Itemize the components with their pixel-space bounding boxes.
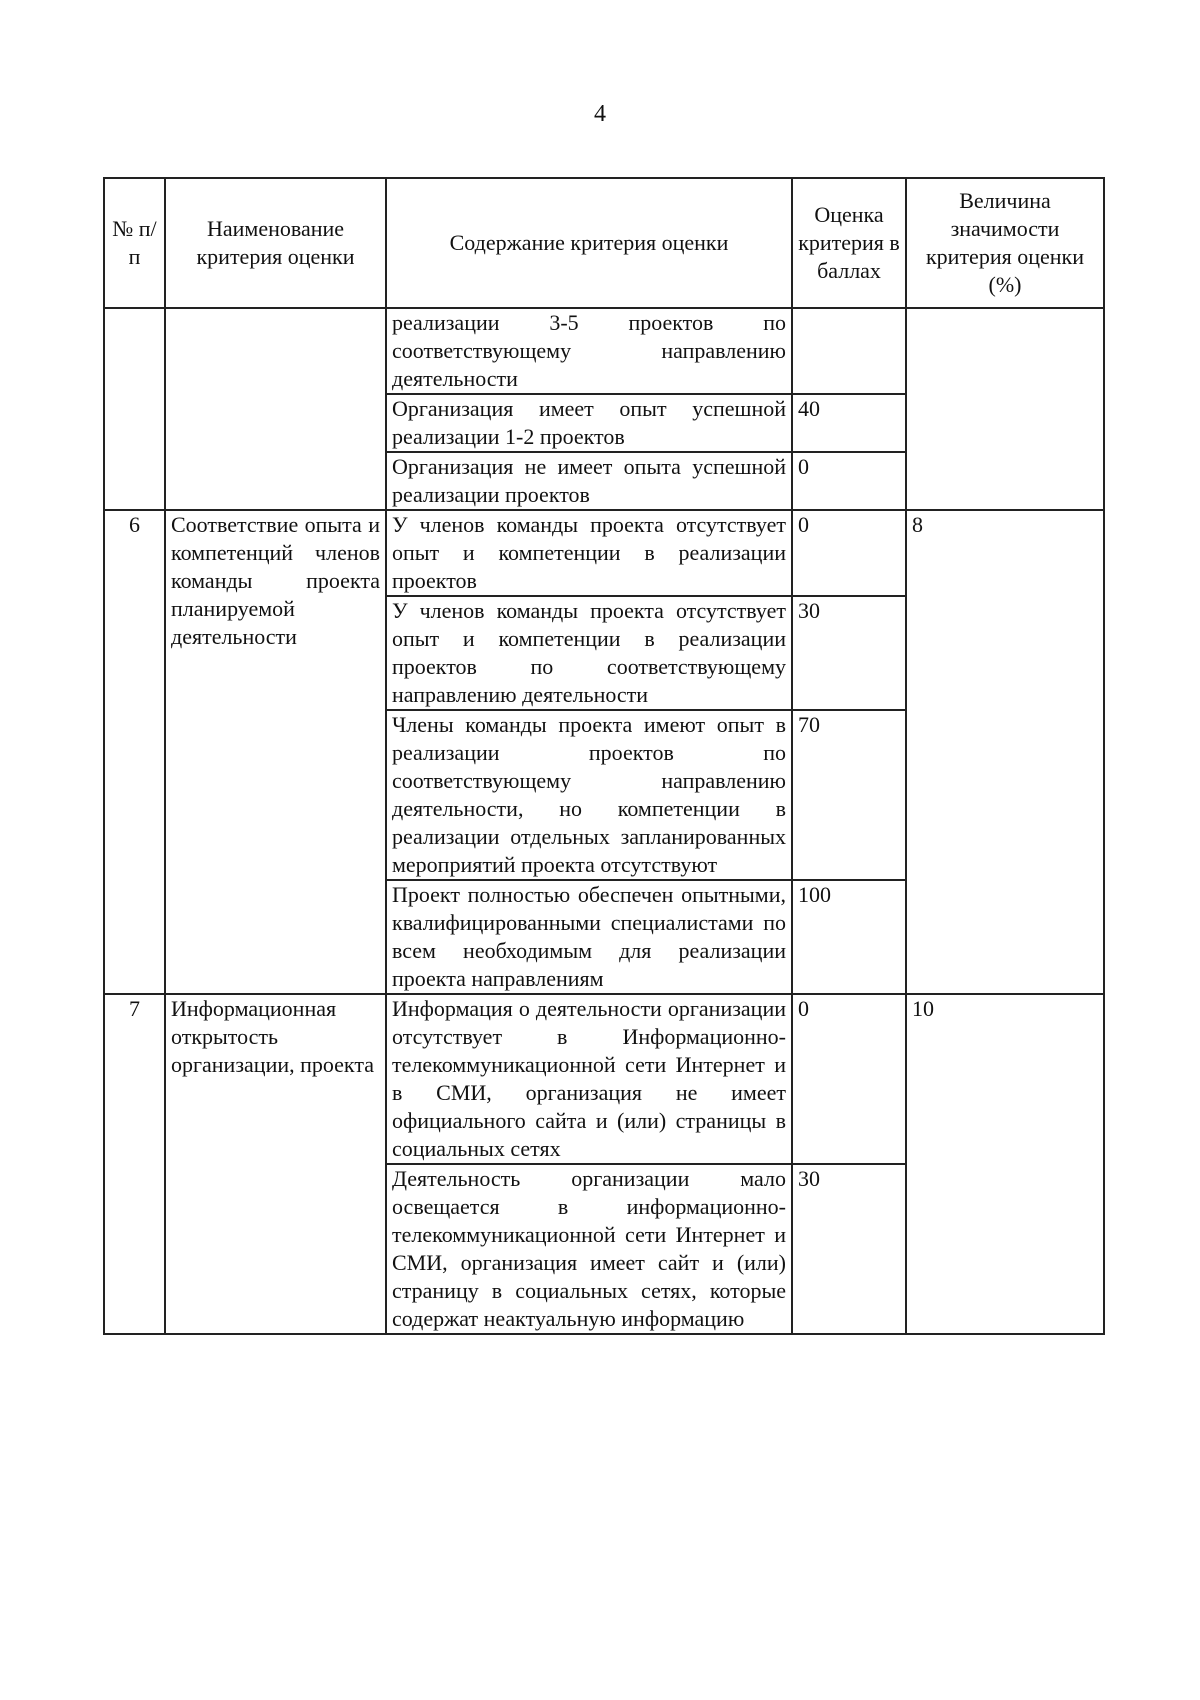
continuation-name-cell [165, 308, 386, 510]
criterion-score [792, 308, 906, 394]
criterion-name [165, 510, 386, 994]
header-content: Содержание критерия оценки [386, 178, 792, 308]
criterion-weight: 8 [906, 510, 1104, 994]
criteria-table [103, 177, 1105, 1335]
criterion-score: 30 [792, 1164, 906, 1334]
criterion-score: 0 [792, 994, 906, 1164]
criterion-number: 6 [104, 510, 165, 994]
continuation-weight-cell [906, 308, 1104, 510]
criterion-content: У членов команды проекта отсутствует опыт и компетенции в реализации проектов [386, 510, 792, 596]
criterion-score: 0 [792, 452, 906, 510]
criterion-score: 100 [792, 880, 906, 994]
criterion-name-text: Информационная открытость организации, проекта [171, 996, 374, 1077]
criterion-content: Члены команды проекта имеют опыт в реализации проектов по соответствующему направлению деятельности, но компетенции в реализации отдельных запланированных мероприятий проекта отсутствуют [386, 710, 792, 880]
header-num: № п/п [104, 178, 165, 308]
criterion-name [165, 994, 386, 1334]
criterion-number: 7 [104, 994, 165, 1334]
header-name: Наименование критерия оценки [165, 178, 386, 308]
table-row [104, 994, 1104, 1164]
criterion-score: 40 [792, 394, 906, 452]
criterion-content: Организация не имеет опыта успешной реализации проектов [386, 452, 792, 510]
table-row [104, 308, 1104, 394]
criterion-content: Информация о деятельности организации отсутствует в Информационно-телекоммуникационной сети Интернет и в СМИ, организация не имеет официального сайта и (или) страницы в социальных сетях [386, 994, 792, 1164]
criterion-score: 0 [792, 510, 906, 596]
header-weight: Величина значимости критерия оценки (%) [906, 178, 1104, 308]
header-score: Оценка критерия в баллах [792, 178, 906, 308]
criterion-score: 70 [792, 710, 906, 880]
continuation-num-cell [104, 308, 165, 510]
criterion-content: Проект полностью обеспечен опытными, квалифицированными специалистами по всем необходимым для реализации проекта направлениям [386, 880, 792, 994]
criterion-content: реализации 3-5 проектов по соответствующему направлению деятельности [386, 308, 792, 394]
criterion-content: Деятельность организации мало освещается в информационно-телекоммуникационной сети Интернет и СМИ, организация имеет сайт и (или) страницу в социальных сетях, которые содержат неактуальную информацию [386, 1164, 792, 1334]
table-row [104, 510, 1104, 596]
criterion-weight: 10 [906, 994, 1104, 1334]
criterion-content: У членов команды проекта отсутствует опыт и компетенции в реализации проектов по соответствующему направлению деятельности [386, 596, 792, 710]
criterion-score: 30 [792, 596, 906, 710]
criterion-content: Организация имеет опыт успешной реализации 1-2 проектов [386, 394, 792, 452]
table-header-row [104, 178, 1104, 308]
criterion-name-text: Соответствие опыта и компетенций членов команды проекта планируемой деятельности [171, 512, 380, 649]
page-number: 4 [594, 101, 606, 127]
